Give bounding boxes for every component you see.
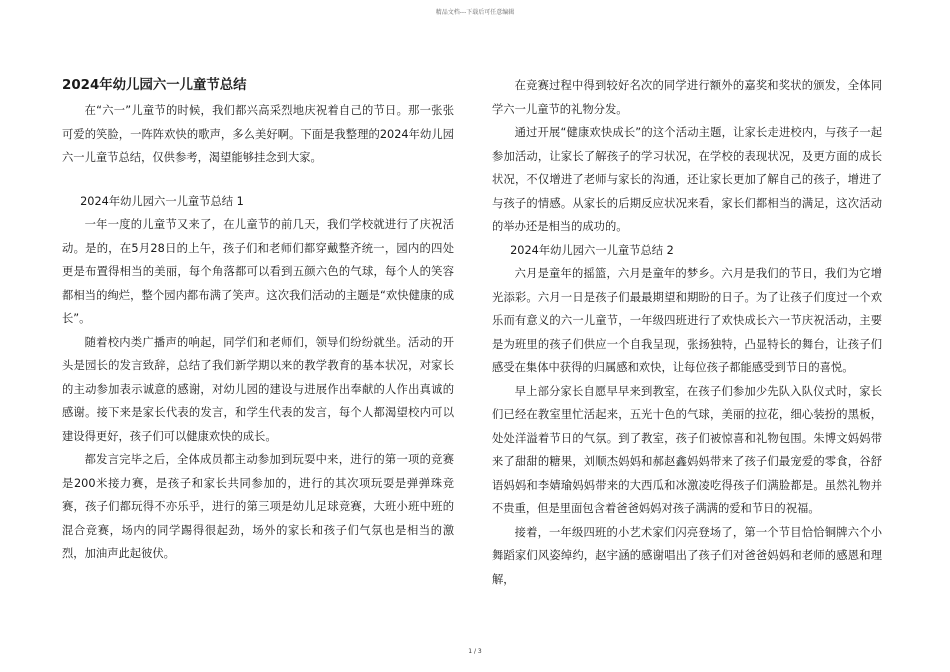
document-title: 2024年幼儿园六一儿童节总结 <box>62 78 247 93</box>
paragraph: 早上部分家长自愿早早来到教室，在孩子们参加少先队入队仪式时，家长们已经在教室里忙活起来，五光十色的气球，美丽的拉花，细心装扮的黑板，处处洋溢着节日的气氛。到了教室，孩子们被惊喜和礼物包围。朱博文妈妈带来了甜甜的糖果，刘顺杰妈妈和郝赵鑫妈妈带来了孩子们最宠爱的零食，谷舒语妈妈和李婧瑜妈妈带来的大西瓜和冰激凌吃得孩子们满脸都是。虽然礼物并不贵重，但是里面包含着爸爸妈妈对孩子满满的爱和节日的祝福。 <box>492 384 882 515</box>
paragraph: 在竞赛过程中得到较好名次的同学进行额外的嘉奖和奖状的颁发，全体同学六一儿童节的礼物分发。 <box>492 79 882 116</box>
paragraph: 都发言完毕之后，全体成员都主动参加到玩耍中来，进行的第一项的竞赛是200米接力赛，是孩子和家长共同参加的，进行的其次项玩耍是弹弹珠竞赛，孩子们都玩得不亦乐乎，进行的第三项是幼儿足球竞赛，大班小班中班的混合竞赛，场内的同学踢得很起劲，场外的家长和孩子们气氛也是相当的激烈，加油声此起彼伏。 <box>62 453 454 560</box>
intro-paragraph: 在“六一”儿童节的时候，我们都兴高采烈地庆祝着自己的节日。那一张张可爱的笑脸，一阵阵欢快的歌声，多么美好啊。下面是我整理的2024年幼儿园六一儿童节总结，仅供参考，渴望能够挂念到大家。 <box>62 104 454 164</box>
section-heading-2: 2024年幼儿园六一儿童节总结 2 <box>510 243 674 257</box>
page-header: 精品文档---下载后可任意编辑 <box>435 9 515 16</box>
paragraph: 通过开展“健康欢快成长”的这个活动主题，让家长走进校内，与孩子一起参加活动，让家长了解孩子的学习状况，在学校的表现状况，及更方面的成长状况，不仅增进了老师与家长的沟通，还让家长更加了解自己的孩子，增进了与孩子的情感。从家长的后期反应状况来看，家长们都相当的满足，这次活动的举办还是相当的成功的。 <box>492 126 882 233</box>
right-column <box>492 74 882 591</box>
left-column <box>62 74 454 566</box>
page-number: 1 / 3 <box>468 648 482 655</box>
paragraph: 接着，一年级四班的小艺术家们闪亮登场了，第一个节目恰恰铜牌六个小舞蹈家们风姿绰约，赵宇涵的感谢唱出了孩子们对爸爸妈妈和老师的感恩和理解， <box>492 525 882 586</box>
paragraph: 一年一度的儿童节又来了，在儿童节的前几天，我们学校就进行了庆祝活动。是的，在5月28日的上午，孩子们和老师们都穿戴整齐统一，园内的四处更是布置得相当的美丽，每个角落都可以看到五颜六色的气球，每个人的笑容都相当的绚烂，整个园内都布满了笑声。这次我们活动的主题是“欢快健康的成长”。 <box>62 218 454 325</box>
section-heading-1: 2024年幼儿园六一儿童节总结 1 <box>80 194 244 208</box>
paragraph: 随着校内类广播声的响起，同学们和老师们，领导们纷纷就坐。活动的开头是园长的发言致辞，总结了我们新学期以来的教学教育的基本状况，对家长的主动参加表示诚意的感谢，对幼儿园的建设与进展作出奉献的人作出真诚的感谢。接下来是家长代表的发言，和学生代表的发言，每个人都渴望校内可以建设得更好，孩子们可以健康欢快的成长。 <box>62 335 454 443</box>
paragraph: 六月是童年的摇篮，六月是童年的梦乡。六月是我们的节日，我们为它增光添彩。六月一日是孩子们最最期望和期盼的日子。为了让孩子们度过一个欢乐而有意义的六一儿童节，一年级四班进行了欢快成长六一节庆祝活动，主要是为班里的孩子们供应一个自我呈现，张扬独特，凸显特长的舞台，让孩子们感受在集体中获得的归属感和欢快，让每位孩子都能感受到节日的喜悦。 <box>492 267 882 374</box>
spacer <box>62 170 454 190</box>
